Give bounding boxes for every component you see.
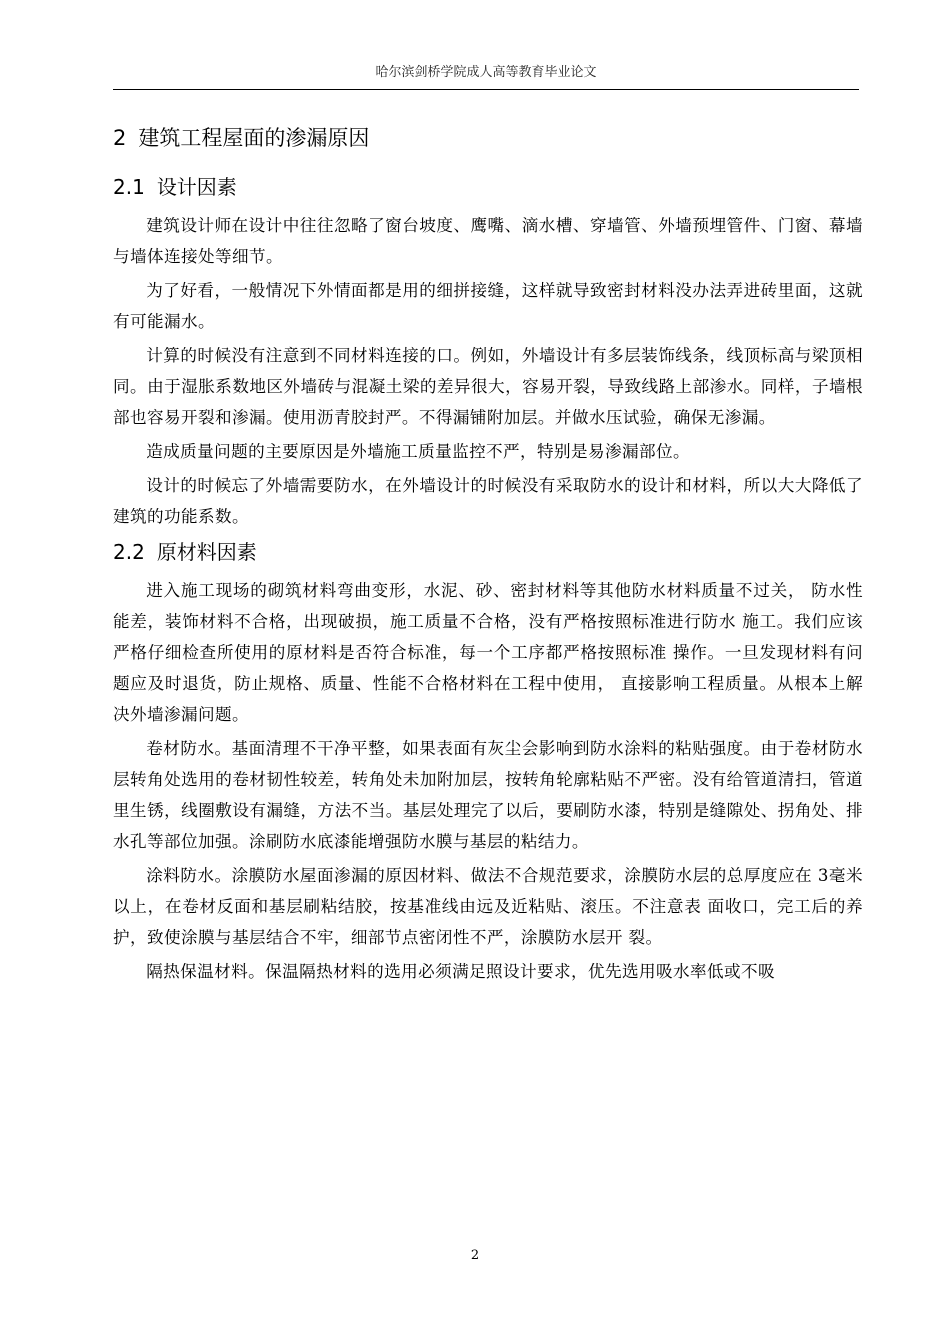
paragraph: 卷材防水。基面清理不干净平整，如果表面有灰尘会影响到防水涂料的粘贴强度。由于卷材防水层转角处选用的卷材韧性较差，转角处未加附加层，按转角轮廓粘贴不严密。没有给管道清扫，管道里生锈，线圈敷设有漏缝，方法不当。基层处理完了以后，要刷防水漆，特别是缝隙处、拐角处、排水孔等部位加强。涂刷防水底漆能增强防水膜与基层的粘结力。	[113, 739, 863, 851]
section-heading-2-1	[113, 170, 863, 204]
paragraph: 造成质量问题的主要原因是外墙施工质量监控不严，特别是易渗漏部位。	[146, 442, 690, 461]
running-header: 哈尔滨剑桥学院成人高等教育毕业论文	[375, 65, 597, 80]
paragraph: 建筑设计师在设计中往往忽略了窗台坡度、鹰嘴、滴水槽、穿墙管、外墙预埋管件、门窗、幕墙与墙体连接处等细节。	[113, 216, 863, 266]
chapter-number: 2	[113, 126, 127, 150]
paragraph: 进入施工现场的砌筑材料弯曲变形，水泥、砂、密封材料等其他防水材料质量不过关， 防水性能差，装饰材料不合格，出现破损，施工质量不合格，没有严格按照标准进行防水 施工。我们应该严格仔细检查所使用的原材料是否符合标准，每一个工序都严格按照标准 操作。一旦发现材料有问题应及时退货，防止规格、质量、性能不合格材料在工程中使用， 直接影响工程质量。从根本上解决外墙渗漏问题。	[113, 581, 863, 724]
chapter-heading	[113, 120, 863, 156]
paragraph: 为了好看，一般情况下外情面都是用的细拼接缝，这样就导致密封材料没办法弄进砖里面，这就有可能漏水。	[113, 281, 863, 331]
body-content	[113, 120, 863, 990]
chapter-title: 建筑工程屋面的渗漏原因	[138, 126, 370, 150]
section-number: 2.1	[113, 175, 145, 199]
paragraph: 涂料防水。涂膜防水屋面渗漏的原因材料、做法不合规范要求，涂膜防水层的总厚度应在 3毫米以上，在卷材反面和基层刷粘结胶，按基准线由远及近粘贴、滚压。不注意表 面收口，完工后的养护，致使涂膜与基层结合不牢，细部节点密闭性不严，涂膜防水层开 裂。	[113, 866, 863, 947]
paragraph: 设计的时候忘了外墙需要防水，在外墙设计的时候没有采取防水的设计和材料，所以大大降低了建筑的功能系数。	[113, 476, 863, 526]
header-divider	[113, 89, 859, 90]
paragraph: 计算的时候没有注意到不同材料连接的口。例如，外墙设计有多层装饰线条，线顶标高与梁顶相同。由于湿胀系数地区外墙砖与混凝土梁的差异很大，容易开裂，导致线路上部渗水。同样，子墙根部也容易开裂和渗漏。使用沥青胶封严。不得漏铺附加层。并做水压试验，确保无渗漏。	[113, 346, 863, 427]
paragraph: 隔热保温材料。保温隔热材料的选用必须满足照设计要求，优先选用吸水率低或不吸	[146, 962, 775, 981]
section-title: 设计因素	[156, 175, 237, 199]
section-number: 2.2	[113, 540, 145, 564]
page-number: 2	[470, 1248, 480, 1263]
section-heading-2-2	[113, 535, 863, 569]
section-title: 原材料因素	[156, 540, 257, 564]
